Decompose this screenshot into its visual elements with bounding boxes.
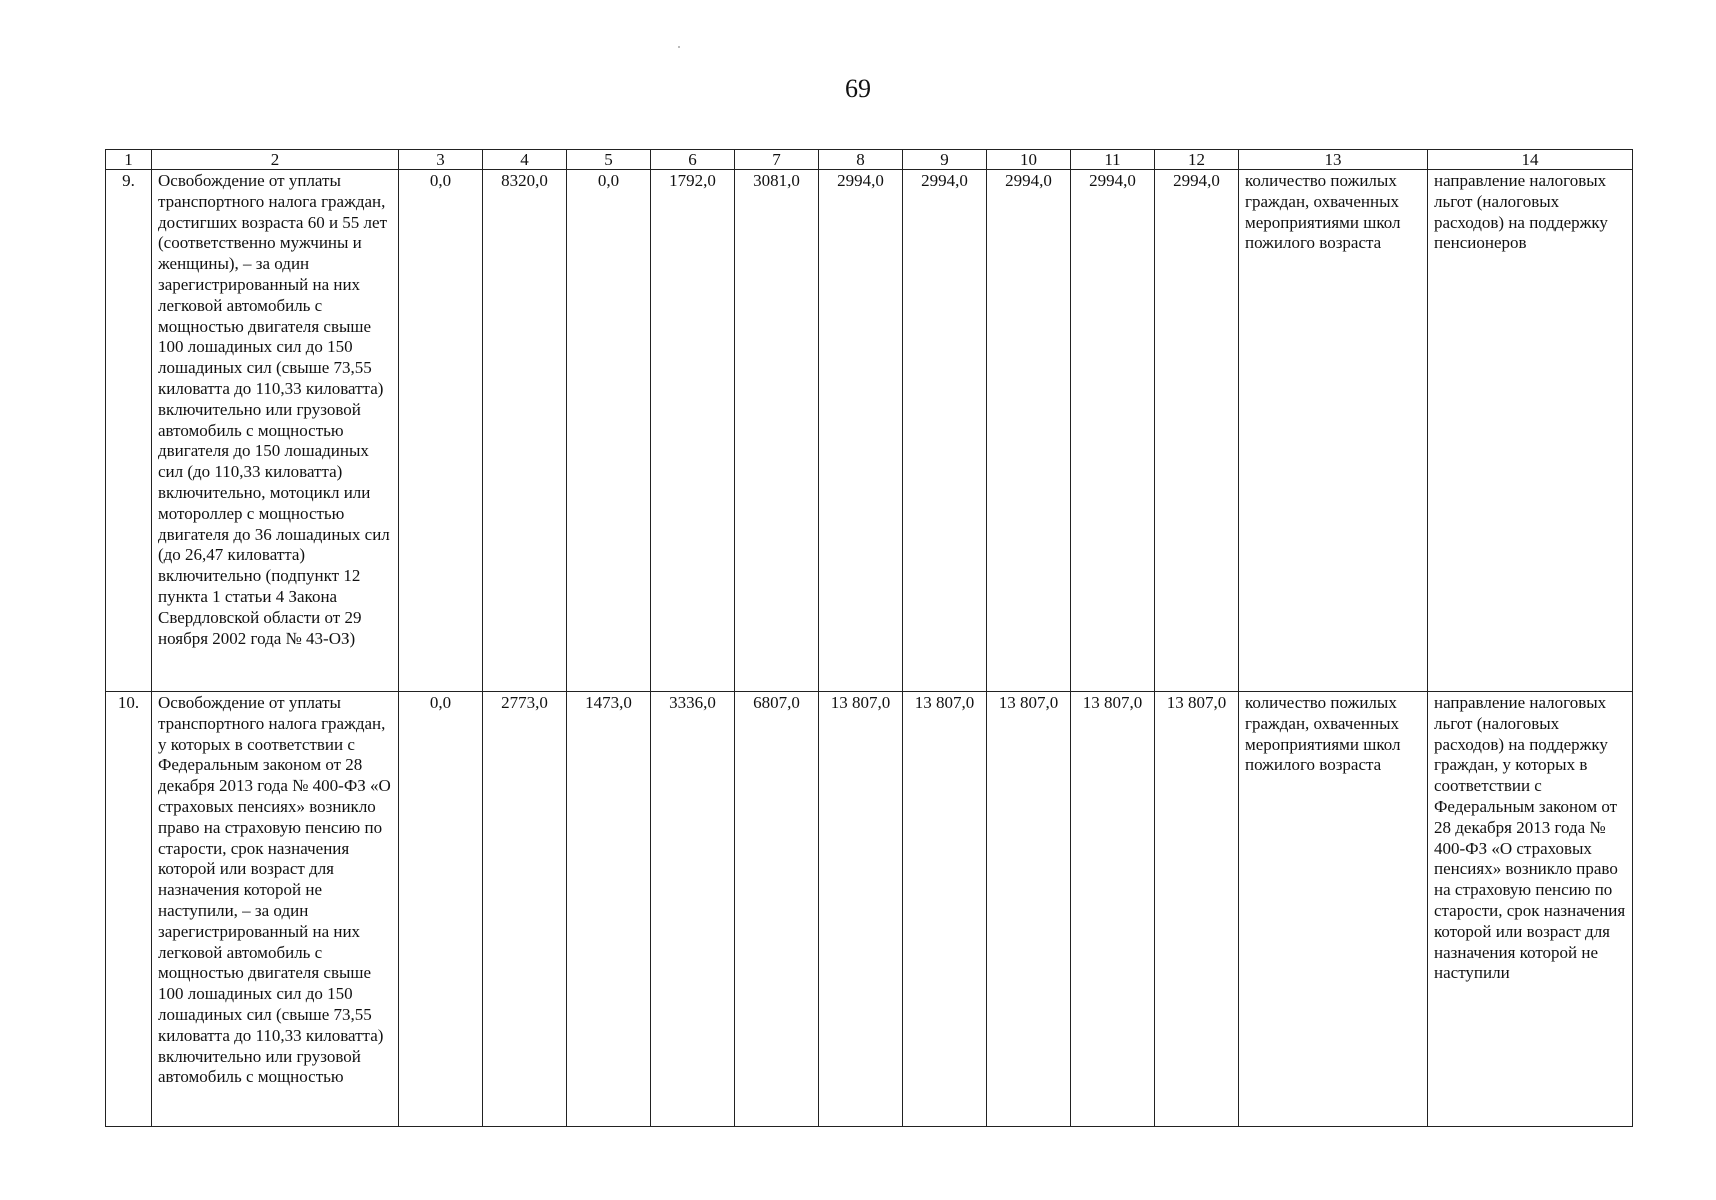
- table-row: [106, 170, 1633, 692]
- column-number: 10: [987, 150, 1071, 170]
- page-number: 69: [845, 74, 871, 103]
- value-cell: 2994,0: [903, 170, 987, 692]
- value-cell: 0,0: [399, 170, 483, 692]
- column-number: 1: [106, 150, 152, 170]
- column-number-row: [106, 150, 1633, 170]
- column-number: 7: [735, 150, 819, 170]
- column-number: 3: [399, 150, 483, 170]
- table-row: [106, 692, 1633, 1127]
- value-cell: 0,0: [399, 692, 483, 1127]
- purpose-cell: направление налоговых льгот (налоговых расходов) на поддержку пенсионеров: [1428, 170, 1633, 692]
- value-cell: 13 807,0: [1071, 692, 1155, 1127]
- column-number: 14: [1428, 150, 1633, 170]
- column-number: 2: [152, 150, 399, 170]
- value-cell: 13 807,0: [1155, 692, 1239, 1127]
- indicator-cell: количество пожилых граждан, охваченных мероприятиями школ пожилого возраста: [1239, 692, 1428, 1127]
- measure-description: Освобождение от уплаты транспортного налога граждан, у которых в соответствии с Федеральным законом от 28 декабря 2013 года № 400-ФЗ «О страховых пенсиях» возникло право на страховую пенсию по старости, срок назначения которой или возраст для назначения которой не наступили, – за один зарегистрированный на них легковой автомобиль с мощностью двигателя свыше 100 лошадиных сил до 150 лошадиных сил (свыше 73,55 киловатта до 110,33 киловатта) включительно или грузовой автомобиль с мощностью: [152, 692, 399, 1127]
- value-cell: 2773,0: [483, 692, 567, 1127]
- column-number: 6: [651, 150, 735, 170]
- column-number: 11: [1071, 150, 1155, 170]
- value-cell: 8320,0: [483, 170, 567, 692]
- purpose-cell: направление налоговых льгот (налоговых расходов) на поддержку граждан, у которых в соответствии с Федеральным законом от 28 декабря 2013 года № 400-ФЗ «О страховых пенсиях» возникло право на страховую пенсию по старости, срок назначения которой или возраст для назначения которой не наступили: [1428, 692, 1633, 1127]
- measure-description: Освобождение от уплаты транспортного налога граждан, достигших возраста 60 и 55 лет (соответственно мужчины и женщины), – за один зарегистрированный на них легковой автомобиль с мощностью двигателя свыше 100 лошадиных сил до 150 лошадиных сил (свыше 73,55 киловатта до 110,33 киловатта) включительно или грузовой автомобиль с мощностью двигателя до 150 лошадиных сил (до 110,33 киловатта) включительно, мотоцикл или мотороллер с мощностью двигателя до 36 лошадиных сил (до 26,47 киловатта) включительно (подпункт 12 пункта 1 статьи 4 Закона Свердловской области от 29 ноября 2002 года № 43-ОЗ): [152, 170, 399, 692]
- value-cell: 1473,0: [567, 692, 651, 1127]
- value-cell: 2994,0: [819, 170, 903, 692]
- column-number: 9: [903, 150, 987, 170]
- value-cell: 2994,0: [1155, 170, 1239, 692]
- value-cell: 3081,0: [735, 170, 819, 692]
- row-number: 10.: [106, 692, 152, 1127]
- column-number: 8: [819, 150, 903, 170]
- value-cell: 13 807,0: [903, 692, 987, 1127]
- column-number: 12: [1155, 150, 1239, 170]
- value-cell: 0,0: [567, 170, 651, 692]
- column-number: 5: [567, 150, 651, 170]
- column-number: 4: [483, 150, 567, 170]
- value-cell: 1792,0: [651, 170, 735, 692]
- value-cell: 2994,0: [1071, 170, 1155, 692]
- scan-speck: [678, 46, 680, 48]
- value-cell: 2994,0: [987, 170, 1071, 692]
- value-cell: 6807,0: [735, 692, 819, 1127]
- value-cell: 3336,0: [651, 692, 735, 1127]
- tax-relief-table: [105, 149, 1633, 1127]
- indicator-cell: количество пожилых граждан, охваченных мероприятиями школ пожилого возраста: [1239, 170, 1428, 692]
- value-cell: 13 807,0: [987, 692, 1071, 1127]
- value-cell: 13 807,0: [819, 692, 903, 1127]
- row-number: 9.: [106, 170, 152, 692]
- column-number: 13: [1239, 150, 1428, 170]
